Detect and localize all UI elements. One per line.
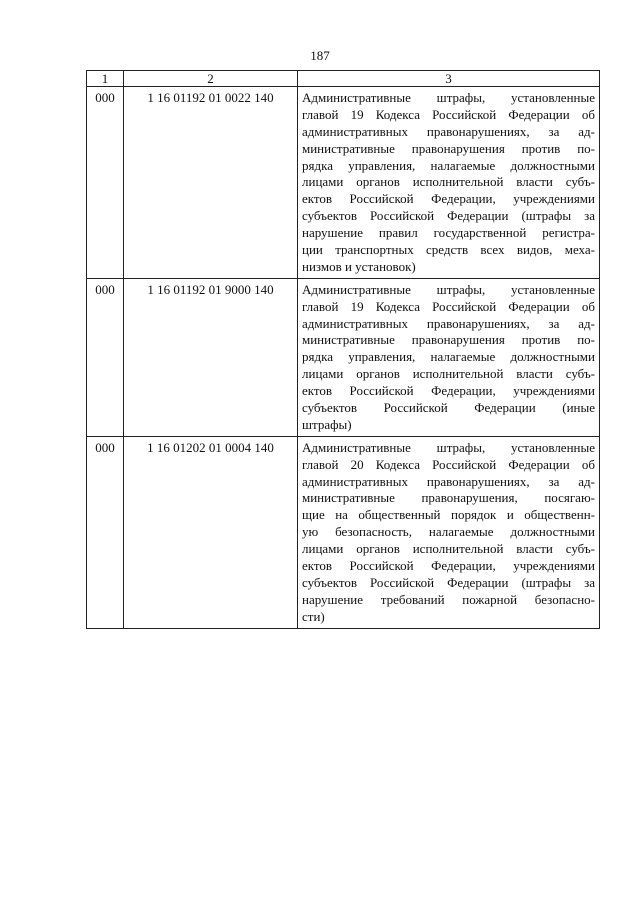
description-line: Административные штрафы, установленные bbox=[302, 90, 595, 105]
description-line: главой 19 Кодекса Российской Федерации об bbox=[302, 298, 595, 314]
description-line: штрафы) bbox=[302, 416, 352, 432]
description-line: субъектов Российской Федерации (штрафы за bbox=[302, 574, 595, 590]
description-line: лицами органов исполнительной власти субъ- bbox=[302, 541, 595, 557]
description-line: министративные правонарушения против по- bbox=[302, 332, 595, 348]
description-line: ектов Российской Федерации, учреждениями bbox=[302, 383, 595, 399]
description-line: щие на общественный порядок и общественн- bbox=[302, 507, 595, 523]
admin-code-cell: 000 bbox=[87, 436, 124, 628]
description-line: нарушение правил государственной регистра- bbox=[302, 225, 595, 241]
description-line: административных правонарушениях, за ад- bbox=[302, 473, 595, 489]
budget-code-cell: 1 16 01192 01 0022 140 bbox=[124, 87, 298, 279]
budget-code-cell: 1 16 01192 01 9000 140 bbox=[124, 278, 298, 436]
description-line: субъектов Российской Федерации (штрафы за bbox=[302, 208, 595, 224]
description-line: министративные правонарушения против по- bbox=[302, 140, 595, 156]
table-row bbox=[87, 278, 600, 436]
description-line: ектов Российской Федерации, учреждениями bbox=[302, 558, 595, 574]
budget-code-cell: 1 16 01202 01 0004 140 bbox=[124, 436, 298, 628]
description-line: министративные правонарушения, посягаю- bbox=[302, 490, 595, 506]
column-header-1: 1 bbox=[87, 71, 124, 87]
budget-classification-table bbox=[86, 70, 600, 629]
table-header-row bbox=[87, 71, 600, 87]
description-line: ектов Российской Федерации, учреждениями bbox=[302, 191, 595, 207]
description-line: нарушение требований пожарной безопасно- bbox=[302, 591, 595, 607]
description-cell bbox=[298, 87, 600, 279]
table-row bbox=[87, 87, 600, 279]
description-line: лицами органов исполнительной власти субъ- bbox=[302, 174, 595, 190]
description-line: административных правонарушениях, за ад- bbox=[302, 315, 595, 331]
description-line: главой 19 Кодекса Российской Федерации об bbox=[302, 106, 595, 122]
description-line: рядка управления, налагаемые должностными bbox=[302, 157, 595, 173]
description-line: административных правонарушениях, за ад- bbox=[302, 123, 595, 139]
description-line: главой 20 Кодекса Российской Федерации об bbox=[302, 456, 595, 472]
column-header-2: 2 bbox=[124, 71, 298, 87]
description-line: Административные штрафы, установленные bbox=[302, 439, 595, 455]
table-row bbox=[87, 436, 600, 628]
description-line: низмов и установок) bbox=[302, 258, 416, 274]
admin-code-cell: 000 bbox=[87, 87, 124, 279]
column-header-3: 3 bbox=[298, 71, 600, 87]
description-cell bbox=[298, 436, 600, 628]
description-line: субъектов Российской Федерации (иные bbox=[302, 400, 595, 416]
description-line: сти) bbox=[302, 608, 325, 624]
description-cell bbox=[298, 278, 600, 436]
page-number: 187 bbox=[310, 48, 330, 63]
description-line: рядка управления, налагаемые должностными bbox=[302, 349, 595, 365]
description-line: ую безопасность, налагаемые должностными bbox=[302, 524, 595, 540]
admin-code-cell: 000 bbox=[87, 278, 124, 436]
description-line: Административные штрафы, установленные bbox=[302, 281, 595, 297]
description-line: ции транспортных средств всех видов, меха- bbox=[302, 242, 595, 258]
description-line: лицами органов исполнительной власти субъ- bbox=[302, 366, 595, 382]
